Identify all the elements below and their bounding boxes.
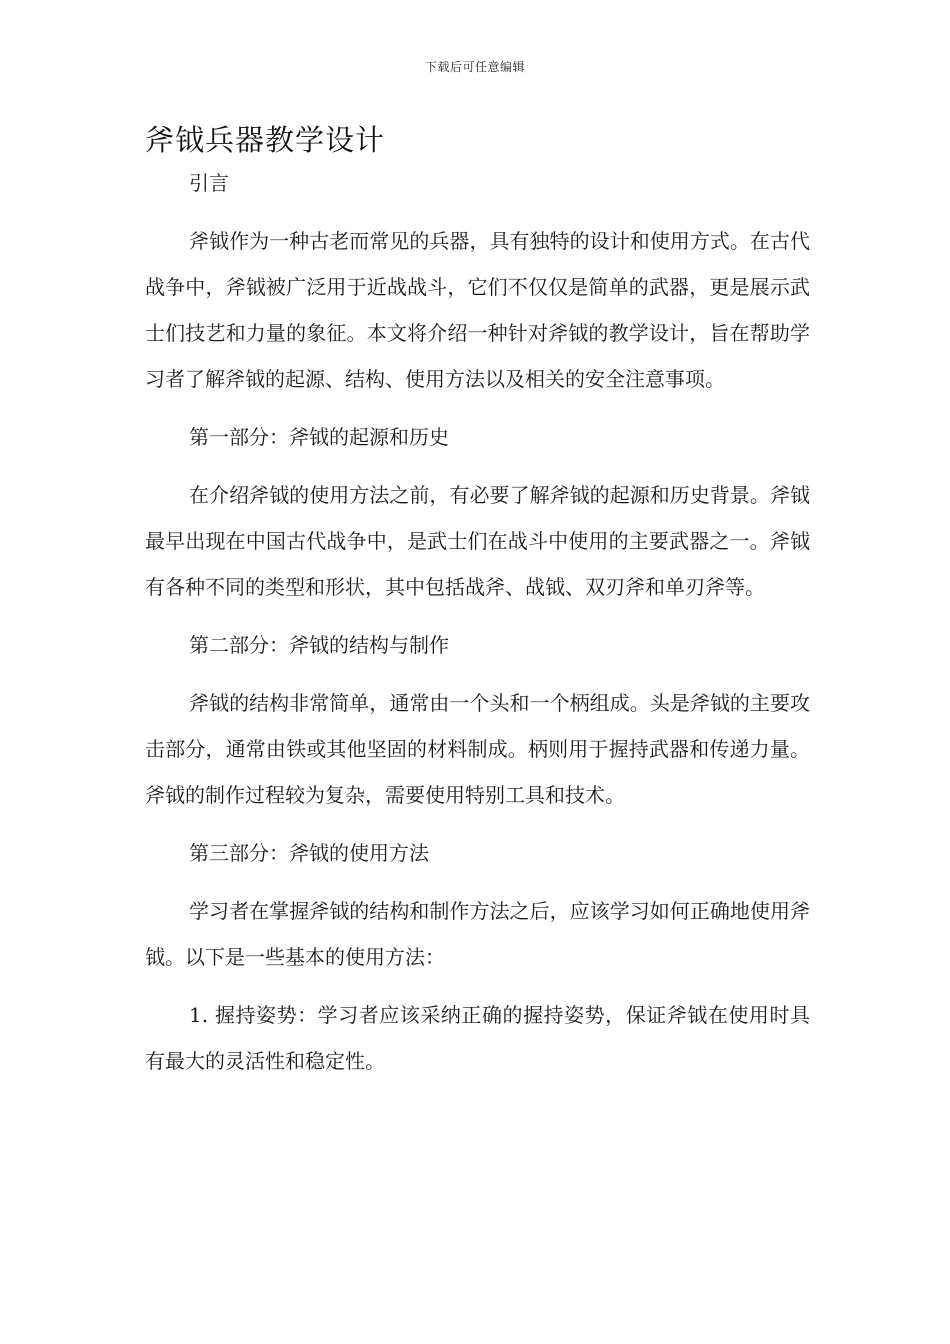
section-heading-intro: 引言	[189, 171, 229, 195]
section-heading-part3: 第三部分：斧钺的使用方法	[189, 841, 429, 865]
paragraph-part1: 在介绍斧钺的使用方法之前，有必要了解斧钺的起源和历史背景。斧钺最早出现在中国古代战争中，是武士们在战斗中使用的主要武器之一。斧钺有各种不同的类型和形状，其中包括战斧、战钺、双刃斧和单刃斧等。	[145, 483, 810, 599]
list-item-grip: 1. 握持姿势：学习者应该采纳正确的握持姿势，保证斧钺在使用时具有最大的灵活性和稳定性。	[145, 1003, 810, 1073]
section-heading-part2: 第二部分：斧钺的结构与制作	[189, 633, 449, 657]
download-note: 下载后可任意编辑	[424, 60, 525, 74]
document-body	[145, 160, 810, 1096]
paragraph-part2: 斧钺的结构非常简单，通常由一个头和一个柄组成。头是斧钺的主要攻击部分，通常由铁或其他坚固的材料制成。柄则用于握持武器和传递力量。斧钺的制作过程较为复杂，需要使用特别工具和技术。	[145, 691, 810, 807]
paragraph-intro: 斧钺作为一种古老而常见的兵器，具有独特的设计和使用方式。在古代战争中，斧钺被广泛用于近战战斗，它们不仅仅是简单的武器，更是展示武士们技艺和力量的象征。本文将介绍一种针对斧钺的教学设计，旨在帮助学习者了解斧钺的起源、结构、使用方法以及相关的安全注意事项。	[145, 229, 810, 391]
paragraph-part3: 学习者在掌握斧钺的结构和制作方法之后，应该学习如何正确地使用斧钺。以下是一些基本的使用方法：	[145, 899, 810, 969]
document-title: 斧钺兵器教学设计	[145, 123, 386, 157]
section-heading-part1: 第一部分：斧钺的起源和历史	[189, 425, 449, 449]
